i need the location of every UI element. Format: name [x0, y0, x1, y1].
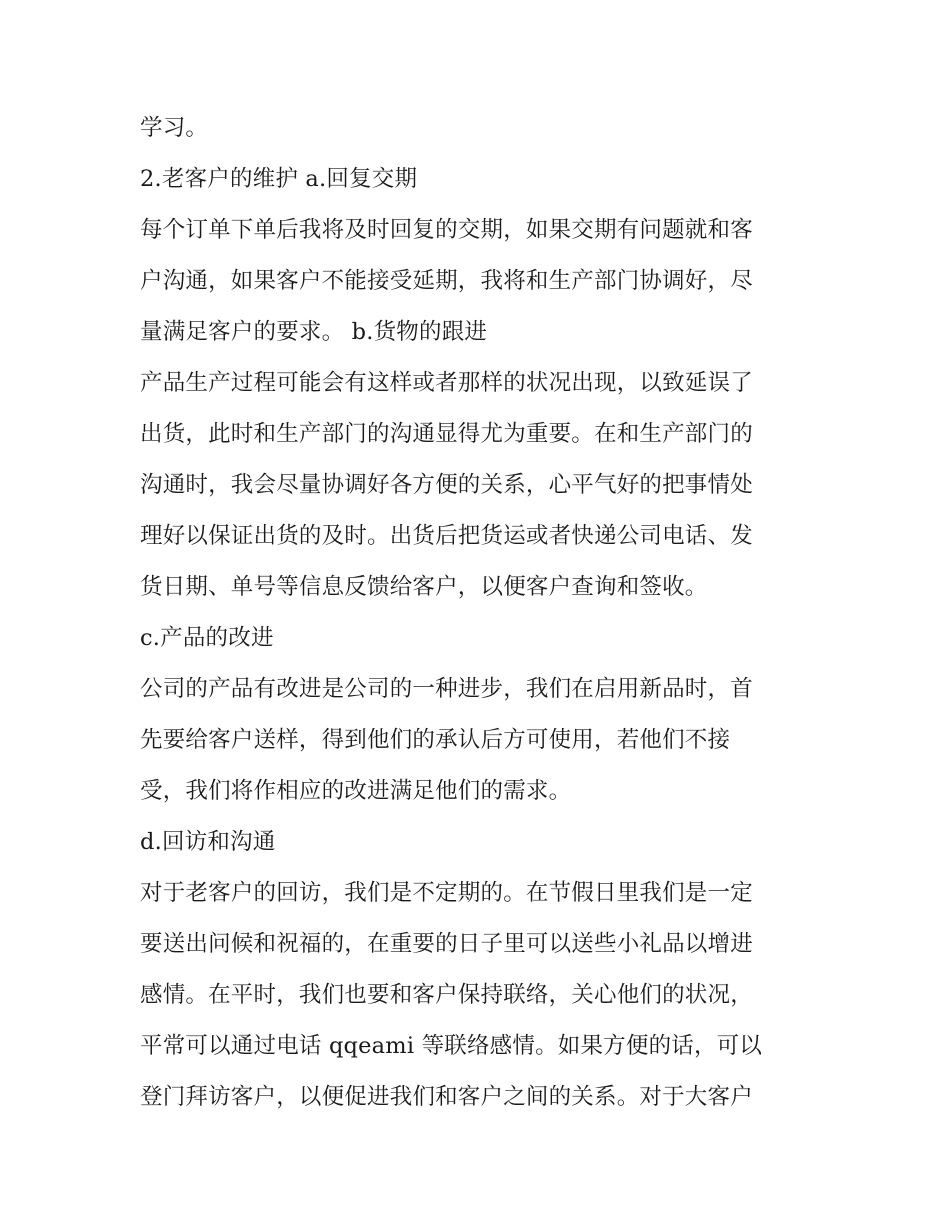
text-line: 户沟通，如果客户不能接受延期，我将和生产部门协调好，尽 [140, 268, 753, 294]
text-line: 理好以保证出货的及时。出货后把货运或者快递公司电话、发 [140, 523, 753, 549]
text-line: 登门拜访客户，以便促进我们和客户之间的关系。对于大客户 [140, 1084, 753, 1110]
text-line: 沟通时，我会尽量协调好各方便的关系，心平气好的把事情处 [140, 472, 753, 498]
text-line: 产品生产过程可能会有这样或者那样的状况出现，以致延误了 [140, 370, 753, 396]
section-heading: 2.老客户的维护 a.回复交期 [140, 166, 418, 192]
subsection-heading: c.产品的改进 [140, 625, 274, 651]
document-body [140, 103, 820, 1123]
text-line: 感情。在平时，我们也要和客户保持联络，关心他们的状况， [140, 982, 753, 1008]
text-line: 平常可以通过电话 qqeami 等联络感情。如果方便的话，可以 [140, 1033, 763, 1059]
text-line: 每个订单下单后我将及时回复的交期，如果交期有问题就和客 [140, 217, 753, 243]
subsection-heading: d.回访和沟通 [140, 829, 276, 855]
text-line: 先要给客户送样，得到他们的承认后方可使用，若他们不接 [140, 727, 731, 753]
text-line: 货日期、单号等信息反馈给客户，以便客户查询和签收。 [140, 574, 708, 600]
text-line: 学习。 [140, 115, 209, 141]
text-line: 对于老客户的回访，我们是不定期的。在节假日里我们是一定 [140, 880, 753, 906]
text-line: 受，我们将作相应的改进满足他们的需求。 [140, 778, 572, 804]
text-line: 量满足客户的要求。 b.货物的跟进 [140, 319, 488, 345]
text-line: 要送出问候和祝福的，在重要的日子里可以送些小礼品以增进 [140, 931, 753, 957]
text-line: 公司的产品有改进是公司的一种进步，我们在启用新品时，首 [140, 676, 753, 702]
text-line: 出货，此时和生产部门的沟通显得尤为重要。在和生产部门的 [140, 421, 753, 447]
